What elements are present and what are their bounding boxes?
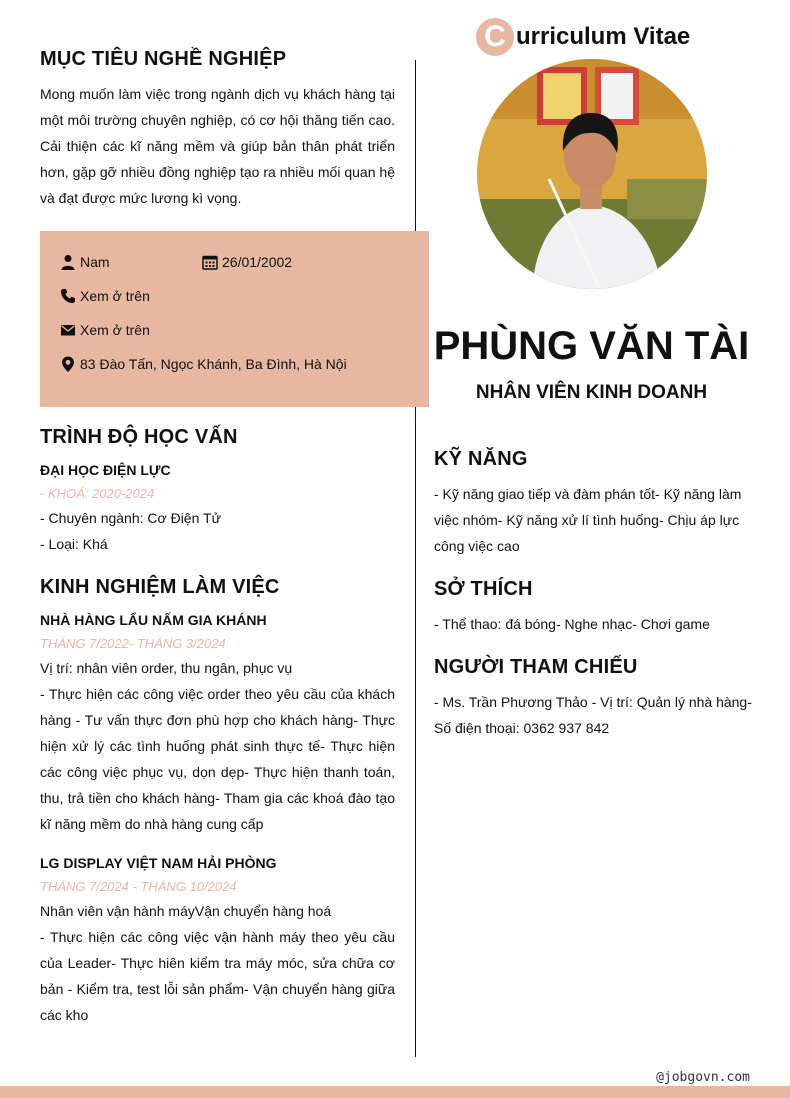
contact-gender-row [60, 254, 110, 270]
column-divider-top [415, 60, 416, 231]
contact-phone-row [60, 288, 150, 304]
contact-birthday: 26/01/2002 [222, 254, 293, 270]
job-period: THÁNG 7/2022- THÁNG 3/2024 [40, 636, 226, 651]
job-position: Nhân viên vận hành máyVận chuyển hàng hoá [40, 903, 332, 919]
logo-letter: C [476, 18, 514, 56]
job-company: LG DISPLAY VIỆT NAM HẢI PHÒNG [40, 855, 277, 871]
contact-email-row [60, 322, 150, 338]
candidate-job-title: NHÂN VIÊN KINH DOANH [475, 382, 708, 403]
education-heading: TRÌNH ĐỘ HỌC VẤN [40, 426, 238, 448]
skills-heading: KỸ NĂNG [434, 448, 528, 470]
phone-icon [60, 288, 76, 304]
job-period: THÁNG 7/2024 - THÁNG 10/2024 [40, 879, 237, 894]
candidate-name: PHÙNG VĂN TÀI [433, 324, 750, 368]
location-pin-icon [60, 356, 76, 372]
logo-text: urriculum Vitae [516, 23, 691, 50]
contact-phone: Xem ở trên [80, 288, 150, 304]
person-icon [60, 254, 76, 270]
references-text: - Ms. Trần Phương Thảo - Vị trí: Quản lý nhà hàng- Số điện thoại: 0362 937 842 [434, 694, 752, 736]
experience-heading: KINH NGHIỆM LÀM VIỆC [40, 576, 280, 598]
mail-icon [60, 322, 76, 338]
contact-address: 83 Đào Tấn, Ngọc Khánh, Ba Đình, Hà Nội [80, 356, 347, 372]
footer-bar [0, 1086, 790, 1098]
watermark-text: @jobgovn.com [656, 1070, 750, 1085]
education-grade: - Loại: Khá [40, 536, 108, 552]
hobbies-heading: SỞ THÍCH [434, 578, 533, 600]
objective-heading: MỤC TIÊU NGHỀ NGHIỆP [40, 48, 287, 70]
profile-photo [477, 59, 707, 289]
references-heading: NGƯỜI THAM CHIẾU [434, 656, 638, 678]
education-period: - KHOÁ: 2020-2024 [40, 486, 155, 501]
calendar-icon [202, 254, 218, 270]
profile-photo-illustration [477, 59, 707, 289]
cv-logo [476, 18, 690, 56]
contact-birthday-row [202, 254, 292, 270]
job-description: - Thực hiện các công việc vận hành máy theo yêu cầu của Leader- Thực hiên kiểm tra máy móc, sửa chữa cơ bản - Kiểm tra, test lỗi sản phẩm- Vận chuyển hàng giữa các kho [40, 929, 395, 1023]
contact-email: Xem ở trên [80, 322, 150, 338]
skills-text: - Kỹ năng giao tiếp và đàm phán tốt- Kỹ năng làm việc nhóm- Kỹ năng xử lí tình huống- Chịu áp lực công việc cao [434, 486, 742, 554]
job-position: Vị trí: nhân viên order, thu ngân, phục vụ [40, 660, 293, 676]
job-company: NHÀ HÀNG LẨU NẤM GIA KHÁNH [40, 612, 267, 628]
contact-box [40, 231, 429, 407]
column-divider-bottom [415, 407, 416, 1057]
education-school: ĐẠI HỌC ĐIỆN LỰC [40, 462, 171, 478]
contact-gender: Nam [80, 254, 110, 270]
hobbies-text: - Thể thao: đá bóng- Nghe nhạc- Chơi game [434, 616, 710, 632]
objective-text: Mong muốn làm việc trong ngành dịch vụ khách hàng tại một môi trường chuyên nghiệp, có cơ hội thăng tiến cao. Cải thiện các kĩ năng mềm và giúp bản thân phát triển hơn, gặp gỡ nhiều đồng nghiệp tạo ra nhiều mối quan hệ và đạt được mức lương kì vọng. [40, 86, 395, 206]
job-description: - Thực hiện các công việc order theo yêu cầu của khách hàng - Tư vấn thực đơn phù hợp cho khách hàng- Thực hiện xử lý các tình huống phát sinh thực tế- Thực hiện các công việc phục vụ, dọn dẹp- Thực hiện thanh toán, thu, trả tiền cho khách hàng- Tham gia các khoá đào tạo kĩ năng mềm do nhà hàng cung cấp [40, 686, 395, 832]
contact-address-row [60, 356, 347, 372]
education-major: - Chuyên ngành: Cơ Điện Tử [40, 510, 221, 526]
